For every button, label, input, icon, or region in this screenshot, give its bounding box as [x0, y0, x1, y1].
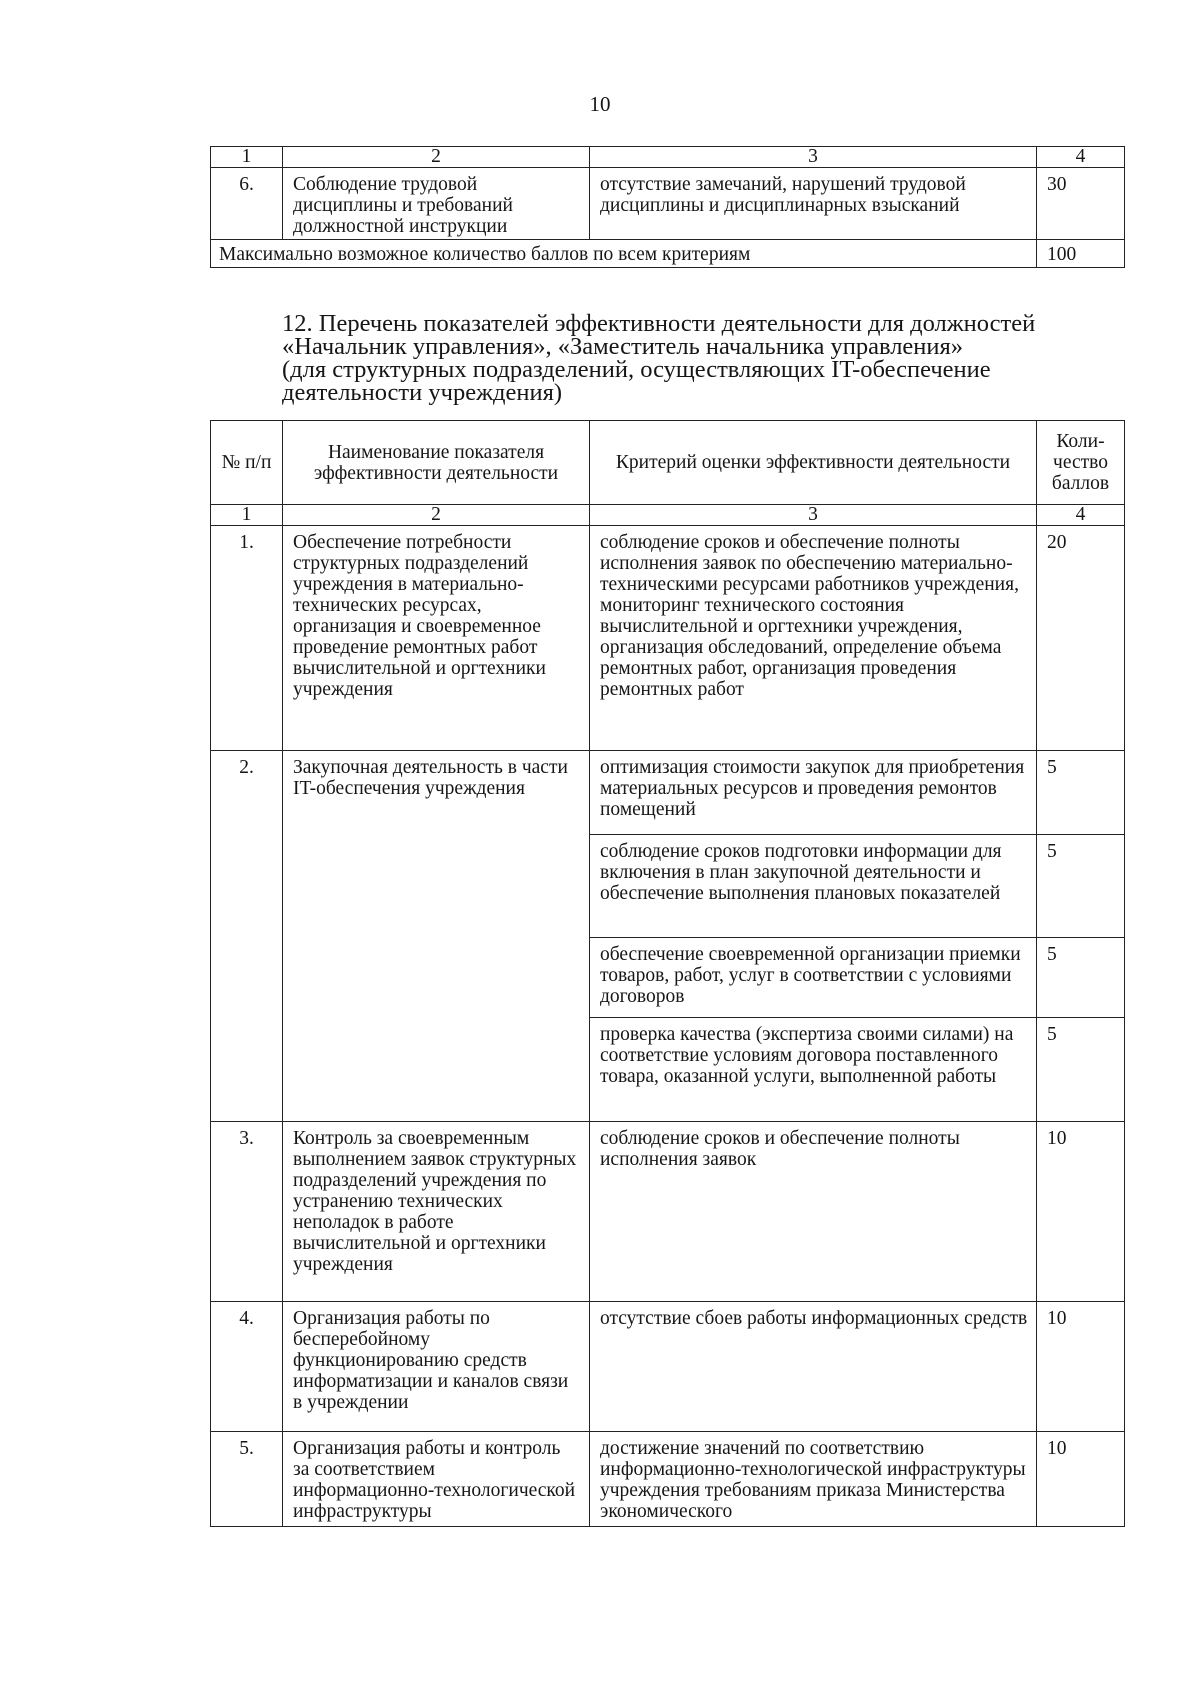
index-cell: 3 [590, 147, 1037, 168]
index-cell: 4 [1037, 505, 1125, 526]
index-cell: 2 [283, 505, 590, 526]
table-index-row [211, 147, 1125, 168]
points-value: 30 [1037, 168, 1125, 240]
table-row [211, 1432, 1125, 1527]
table-row [211, 526, 1125, 751]
total-row [211, 240, 1125, 268]
table-header-row [211, 421, 1125, 505]
table-row [211, 1302, 1125, 1432]
points-value: 5 [1037, 751, 1125, 835]
row-number: 1. [211, 526, 283, 751]
section-title-line: 12. Перечень показателей эффективности деятельности для должностей [282, 310, 1036, 337]
points-value: 5 [1037, 938, 1125, 1018]
criterion-text: проверка качества (экспертиза своими силами) на соответствие условиям договора поставленного товара, оказанной услуги, выполненной работы [590, 1018, 1037, 1122]
criterion-text: соблюдение сроков подготовки информации для включения в план закупочной деятельности и обеспечение выполнения плановых показателей [590, 835, 1037, 938]
points-value: 20 [1037, 526, 1125, 751]
header-criterion: Критерий оценки эффективности деятельности [590, 421, 1037, 505]
index-cell: 1 [211, 505, 283, 526]
indicator-name: Контроль за своевременным выполнением заявок структурных подразделений учреждения по устранению технических неполадок в работе вычислительной и оргтехники учреждения [283, 1122, 590, 1302]
continuation-table [210, 146, 1125, 268]
row-number: 4. [211, 1302, 283, 1432]
indicator-name: Организация работы и контроль за соответствием информационно-технологической инфраструктуры [283, 1432, 590, 1527]
criterion-text: соблюдение сроков и обеспечение полноты исполнения заявок [590, 1122, 1037, 1302]
index-cell: 2 [283, 147, 590, 168]
header-name: Наименование показателя эффективности деятельности [283, 421, 590, 505]
table-row [211, 168, 1125, 240]
row-number: 6. [211, 168, 283, 240]
table-row [211, 751, 1125, 835]
points-value: 10 [1037, 1432, 1125, 1527]
indicator-name: Соблюдение трудовой дисциплины и требований должностной инструкции [283, 168, 590, 240]
index-cell: 4 [1037, 147, 1125, 168]
indicators-table [210, 420, 1125, 1527]
criterion-text: соблюдение сроков и обеспечение полноты исполнения заявок по обеспечению материально-техническими ресурсами работников учреждения, мониторинг технического состояния вычислительной и оргтехники учреждения, организация обследований, определение объема ремонтных работ, организация проведения ремонтных работ [590, 526, 1037, 751]
index-cell: 1 [211, 147, 283, 168]
indicator-name: Обеспечение потребности структурных подразделений учреждения в материально-технических ресурсах, организация и своевременное проведение ремонтных работ вычислительной и оргтехники учреждения [283, 526, 590, 751]
indicator-name: Организация работы по бесперебойному функционированию средств информатизации и каналов связи в учреждении [283, 1302, 590, 1432]
total-value: 100 [1037, 240, 1125, 268]
points-value: 10 [1037, 1302, 1125, 1432]
total-label: Максимально возможное количество баллов по всем критериям [211, 240, 1037, 268]
indicator-name: Закупочная деятельность в части IT-обеспечения учреждения [283, 751, 590, 1122]
index-cell: 3 [590, 505, 1037, 526]
section-title [282, 312, 1142, 404]
points-value: 10 [1037, 1122, 1125, 1302]
section-title-line: «Начальник управления», «Заместитель начальника управления» [282, 333, 964, 360]
section-title-line: (для структурных подразделений, осуществляющих IT-обеспечение [282, 356, 991, 383]
points-value: 5 [1037, 835, 1125, 938]
criterion-text: обеспечение своевременной организации приемки товаров, работ, услуг в соответствии с условиями договоров [590, 938, 1037, 1018]
row-number: 2. [211, 751, 283, 1122]
criterion-text: оптимизация стоимости закупок для приобретения материальных ресурсов и проведения ремонтов помещений [590, 751, 1037, 835]
page-number: 10 [589, 92, 611, 116]
criterion-text: отсутствие сбоев работы информационных средств [590, 1302, 1037, 1432]
criterion-text: достижение значений по соответствию информационно-технологической инфраструктуры учреждения требованиям приказа Министерства экономического [590, 1432, 1037, 1527]
header-points: Коли-чество баллов [1037, 421, 1125, 505]
header-num: № п/п [211, 421, 283, 505]
criterion-text: отсутствие замечаний, нарушений трудовой дисциплины и дисциплинарных взысканий [590, 168, 1037, 240]
section-title-line: деятельности учреждения) [282, 379, 562, 406]
row-number: 5. [211, 1432, 283, 1527]
row-number: 3. [211, 1122, 283, 1302]
table-index-row [211, 505, 1125, 526]
table-row [211, 1122, 1125, 1302]
points-value: 5 [1037, 1018, 1125, 1122]
